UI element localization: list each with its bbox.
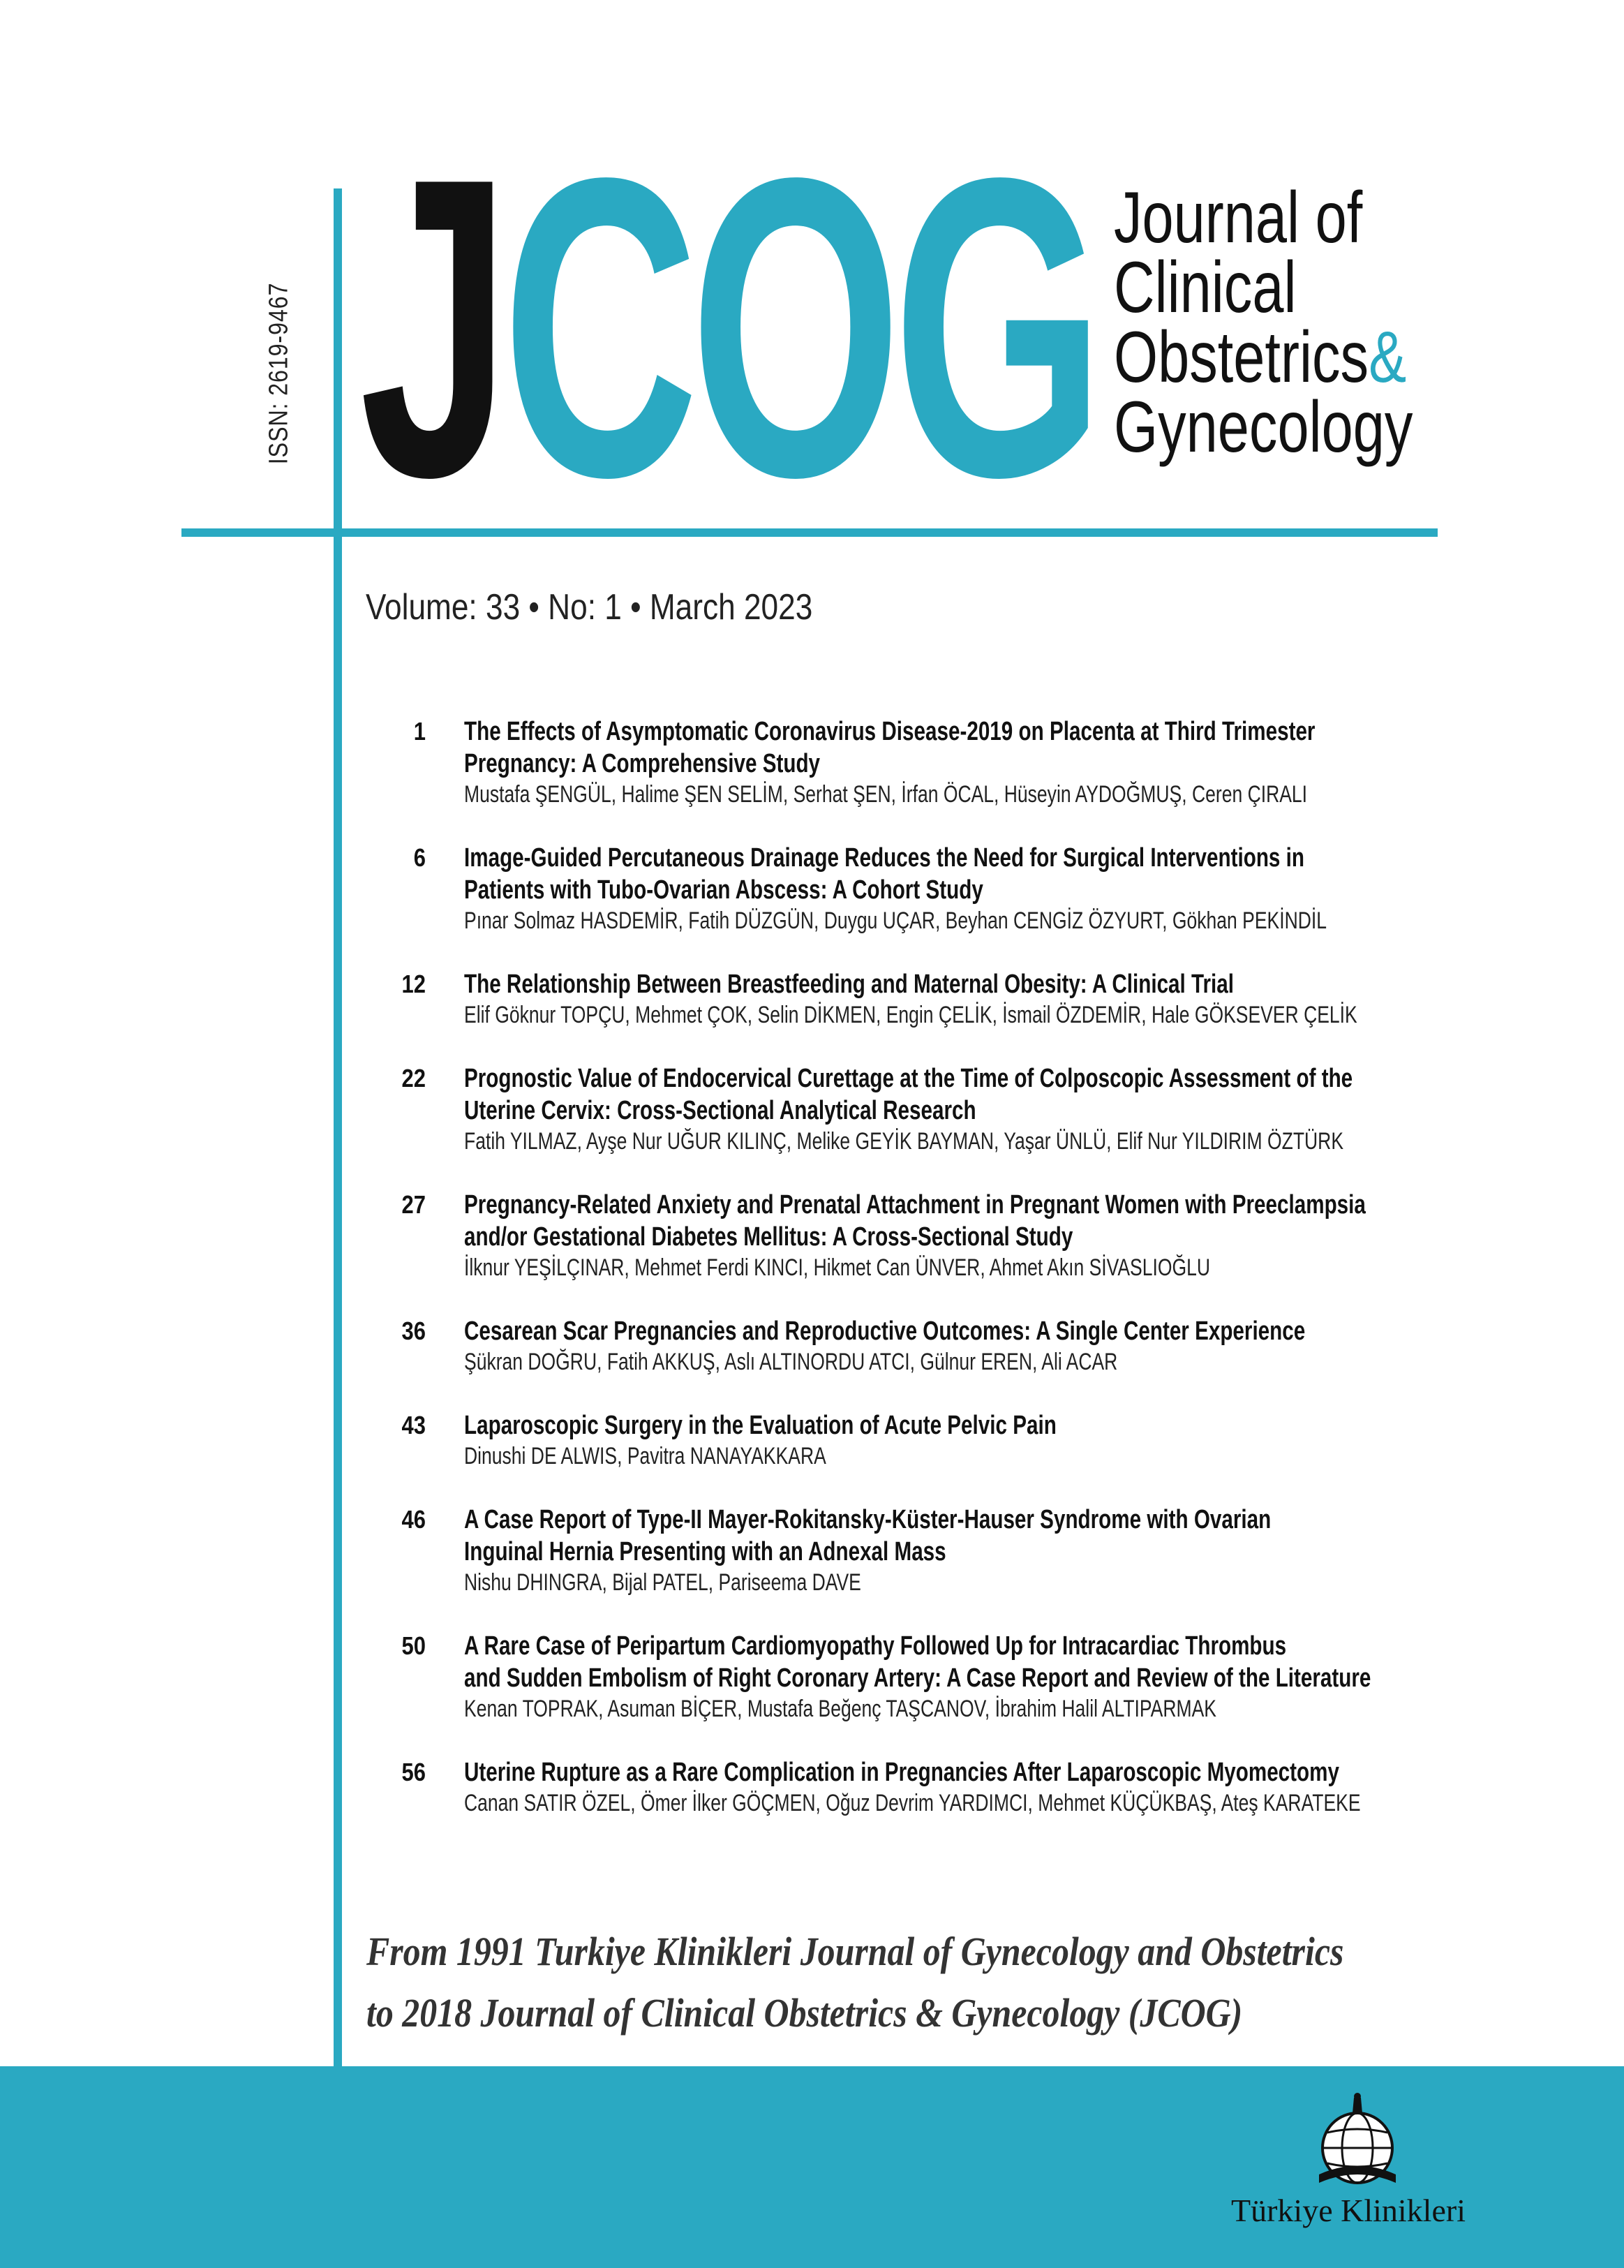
toc-title-line: Cesarean Scar Pregnancies and Reproductive Outcomes: A Single Center Experience <box>464 1317 1306 1346</box>
toc-article-authors: Elif Göknur TOPÇU, Mehmet ÇOK, Selin DİKMEN, Engin ÇELİK, İsmail ÖZDEMİR, Hale GÖKSEVER ÇELİK <box>464 1002 1357 1028</box>
toc-page-number: 1 <box>413 717 426 746</box>
toc-title-line: and Sudden Embolism of Right Coronary Artery: A Case Report and Review of the Literature <box>464 1663 1371 1693</box>
toc-entry <box>391 842 1577 935</box>
journal-name-line-4: Gynecology <box>1114 387 1413 468</box>
toc-entry <box>391 968 1577 1030</box>
toc-page-number: 6 <box>413 843 426 872</box>
toc-article-title <box>464 1315 1444 1347</box>
toc-entry <box>391 1630 1577 1724</box>
toc-title-line: Inguinal Hernia Presenting with an Adnexal Mass <box>464 1537 946 1566</box>
toc-article-title <box>464 842 1444 906</box>
toc-title-line: A Case Report of Type-II Mayer-Rokitansky-Küster-Hauser Syndrome with Ovarian <box>464 1505 1272 1534</box>
toc-article-authors: Fatih YILMAZ, Ayşe Nur UĞUR KILINÇ, Melike GEYİK BAYMAN, Yaşar ÜNLÜ, Elif Nur YILDIRIM ÖZTÜRK <box>464 1128 1344 1155</box>
journal-name-line-2: Clinical <box>1114 247 1297 328</box>
toc-article-authors: Dinushi DE ALWIS, Pavitra NANAYAKKARA <box>464 1443 826 1469</box>
toc-page-number: 50 <box>401 1631 426 1660</box>
toc-title-line: Uterine Rupture as a Rare Complication in Pregnancies After Laparoscopic Myomectomy <box>464 1758 1339 1787</box>
history-tagline <box>366 1921 1343 2044</box>
publisher-name: Türkiye Klinikleri <box>1231 2193 1466 2228</box>
toc-article-title <box>464 1062 1444 1127</box>
toc-entry <box>391 1315 1577 1377</box>
toc-page-number: 56 <box>401 1758 426 1786</box>
toc-title-line: and/or Gestational Diabetes Mellitus: A Cross-Sectional Study <box>464 1222 1073 1252</box>
toc-article-authors: Pınar Solmaz HASDEMİR, Fatih DÜZGÜN, Duygu UÇAR, Beyhan CENGİZ ÖZYURT, Gökhan PEKİNDİL <box>464 907 1327 934</box>
toc-entry <box>391 1189 1577 1282</box>
toc-page-number: 36 <box>401 1317 426 1345</box>
toc-page-number: 46 <box>401 1505 426 1534</box>
toc-entry <box>391 1409 1577 1471</box>
toc-title-line: Laparoscopic Surgery in the Evaluation of Acute Pelvic Pain <box>464 1411 1057 1440</box>
toc-page-number: 27 <box>401 1190 426 1219</box>
tagline-line-2: to 2018 Journal of Clinical Obstetrics & Gynecology (JCOG) <box>366 1990 1243 2036</box>
toc-article-title <box>464 1189 1444 1253</box>
toc-title-line: The Relationship Between Breastfeeding and Maternal Obesity: A Clinical Trial <box>464 970 1234 999</box>
logo-letters-cog: COG <box>502 90 1096 565</box>
toc-article-title <box>464 1756 1444 1788</box>
toc-title-line: Pregnancy: A Comprehensive Study <box>464 749 821 778</box>
vertical-accent-line <box>334 188 342 2073</box>
toc-title-line: Patients with Tubo-Ovarian Abscess: A Cohort Study <box>464 875 983 905</box>
toc-article-authors: Canan SATIR ÖZEL, Ömer İlker GÖÇMEN, Oğuz Devrim YARDIMCI, Mehmet KÜÇÜKBAŞ, Ateş KARATEKE <box>464 1790 1361 1816</box>
toc-article-title <box>464 1504 1444 1568</box>
toc-title-line: Prognostic Value of Endocervical Curettage at the Time of Colposcopic Assessment of the <box>464 1064 1353 1093</box>
logo-letter-j: J <box>359 90 502 565</box>
publisher-globe-icon <box>1305 2091 1410 2195</box>
toc-title-line: Image-Guided Percutaneous Drainage Reduces the Need for Surgical Interventions in <box>464 843 1305 873</box>
toc-page-number: 22 <box>401 1064 426 1092</box>
toc-article-authors: Şükran DOĞRU, Fatih AKKUŞ, Aslı ALTINORDU ATCI, Gülnur EREN, Ali ACAR <box>464 1349 1118 1375</box>
toc-title-line: The Effects of Asymptomatic Coronavirus Disease-2019 on Placenta at Third Trimester <box>464 717 1316 746</box>
toc-article-authors: İlknur YEŞİLÇINAR, Mehmet Ferdi KINCI, Hikmet Can ÜNVER, Ahmet Akın SİVASLIOĞLU <box>464 1254 1211 1281</box>
journal-name <box>1114 177 1413 468</box>
toc-article-authors: Mustafa ŞENGÜL, Halime ŞEN SELİM, Serhat ŞEN, İrfan ÖCAL, Hüseyin AYDOĞMUŞ, Ceren ÇIRALI <box>464 781 1308 808</box>
toc-entry <box>391 716 1577 809</box>
volume-issue-date: Volume: 33 • No: 1 • March 2023 <box>366 587 813 628</box>
toc-page-number: 12 <box>401 970 426 998</box>
toc-entry <box>391 1504 1577 1597</box>
toc-entry <box>391 1062 1577 1156</box>
journal-name-line-1: Journal of <box>1114 177 1363 258</box>
journal-name-ampersand: & <box>1369 317 1407 398</box>
toc-article-title <box>464 968 1444 1000</box>
toc-entry <box>391 1756 1577 1818</box>
toc-article-title <box>464 1630 1444 1694</box>
journal-logo <box>359 90 1096 565</box>
toc-page-number: 43 <box>401 1411 426 1439</box>
toc-article-title <box>464 1409 1444 1441</box>
table-of-contents <box>391 716 1577 1851</box>
toc-article-authors: Kenan TOPRAK, Asuman BİÇER, Mustafa Beğenç TAŞCANOV, İbrahim Halil ALTIPARMAK <box>464 1696 1216 1722</box>
toc-article-title <box>464 716 1444 780</box>
toc-title-line: Uterine Cervix: Cross-Sectional Analytical Research <box>464 1096 976 1125</box>
journal-name-line-3: Obstetrics& <box>1114 317 1407 398</box>
toc-article-authors: Nishu DHINGRA, Bijal PATEL, Pariseema DAVE <box>464 1569 861 1596</box>
toc-title-line: A Rare Case of Peripartum Cardiomyopathy Followed Up for Intracardiac Thrombus <box>464 1631 1287 1661</box>
issn-label: ISSN: 2619-9467 <box>264 282 294 465</box>
toc-title-line: Pregnancy-Related Anxiety and Prenatal Attachment in Pregnant Women with Preeclampsia <box>464 1190 1366 1220</box>
tagline-line-1: From 1991 Turkiye Klinikleri Journal of Gynecology and Obstetrics <box>366 1929 1344 1974</box>
